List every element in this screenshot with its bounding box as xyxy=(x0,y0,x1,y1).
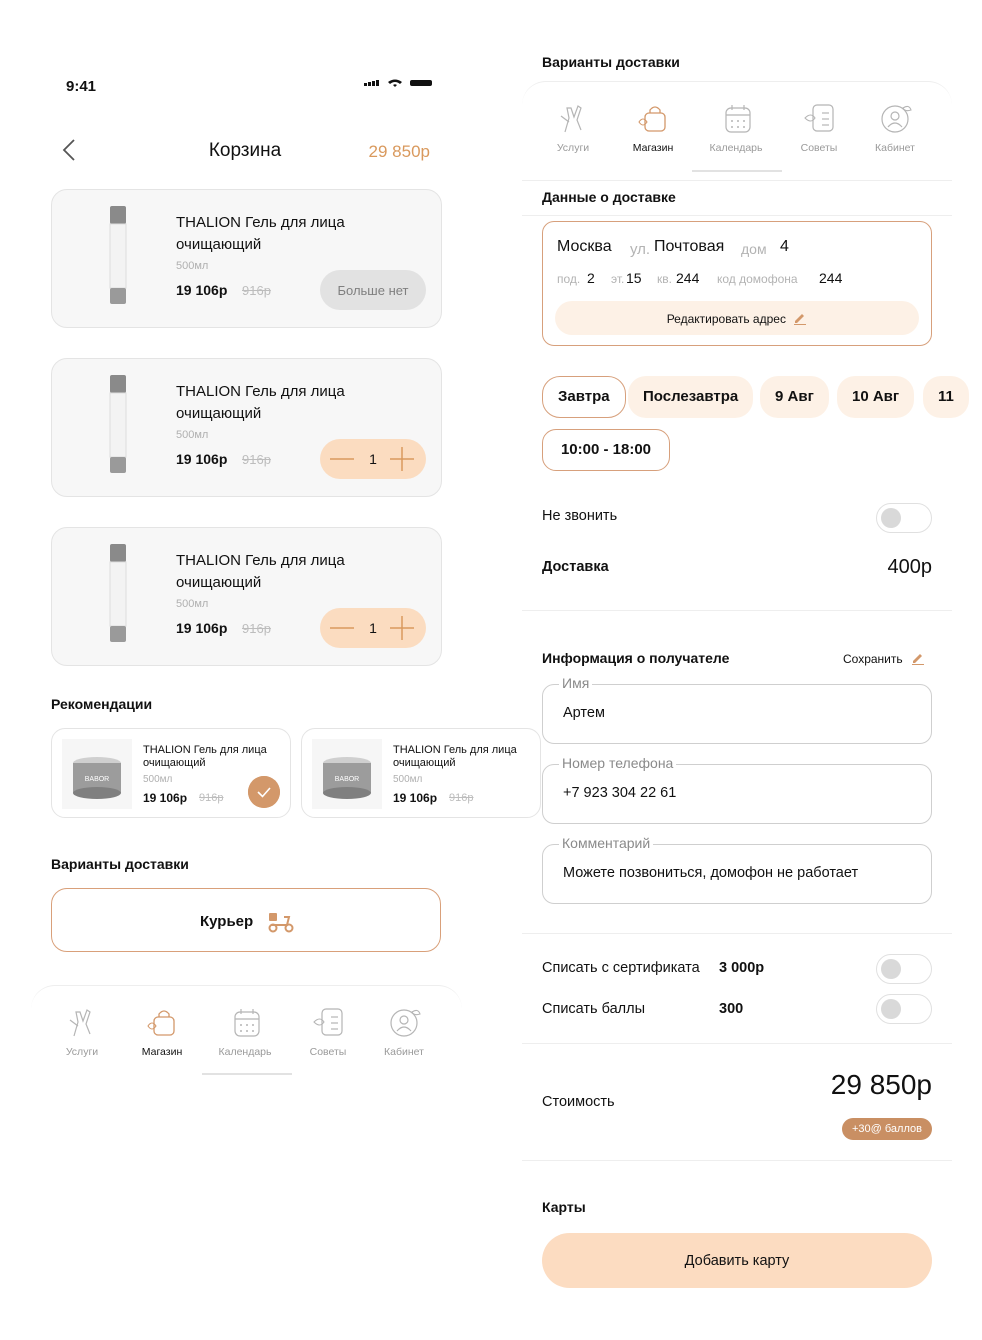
rec-product-old-price: 916р xyxy=(199,792,224,804)
courier-option-button[interactable] xyxy=(51,888,441,952)
tab-profile[interactable] xyxy=(858,100,932,154)
cart-item xyxy=(51,358,442,497)
rec-product-old-price: 916р xyxy=(449,792,474,804)
field-label: Имя xyxy=(559,675,592,691)
delivery-price: 400р xyxy=(887,556,932,578)
dont-call-toggle[interactable] xyxy=(876,503,932,533)
tab-label: Магазин xyxy=(141,1046,183,1058)
cost-value: 29 850р xyxy=(830,1069,932,1100)
plus-icon[interactable] xyxy=(390,616,414,640)
scooter-icon xyxy=(267,909,295,933)
tab-label: Кабинет xyxy=(875,142,915,154)
address-apt: 244 xyxy=(676,270,700,286)
toggle-knob xyxy=(881,508,901,528)
bonus-badge: +30@ баллов xyxy=(842,1118,932,1140)
address-city: Москва xyxy=(557,238,612,255)
dont-call-label: Не звонить xyxy=(542,508,618,524)
delivery-options-title: Варианты доставки xyxy=(542,54,680,70)
quantity-value: 1 xyxy=(369,451,377,467)
product-volume: 500мл xyxy=(176,429,209,441)
field-value: Артем xyxy=(563,705,605,721)
rec-product-volume: 500мл xyxy=(143,774,173,785)
tab-services[interactable] xyxy=(536,100,610,154)
recommendations-title: Рекомендации xyxy=(51,696,153,712)
divider xyxy=(522,933,952,934)
tab-tips[interactable] xyxy=(291,1004,365,1058)
rec-product-price: 19 106р xyxy=(143,791,188,805)
active-tab-indicator xyxy=(692,170,782,172)
hand-icon xyxy=(555,100,591,136)
date-chip-aug-11[interactable]: 11 xyxy=(923,376,969,418)
pencil-icon xyxy=(911,651,925,665)
product-tube-image xyxy=(108,375,128,473)
delivery-data-title: Данные о доставке xyxy=(542,189,676,205)
product-name: THALION Гель для лица очищающий xyxy=(176,383,345,422)
bag-icon xyxy=(635,100,671,136)
cart-item xyxy=(51,527,442,666)
points-label: Списать баллы xyxy=(542,1001,646,1017)
recipient-title: Информация о получателе xyxy=(542,650,730,666)
wifi-icon xyxy=(388,80,402,88)
address-entrance: 2 xyxy=(587,270,595,286)
hand-icon xyxy=(64,1004,100,1040)
product-volume: 500мл xyxy=(176,598,209,610)
brand-logo: BABOR xyxy=(334,776,360,783)
tab-profile[interactable] xyxy=(367,1004,441,1058)
tab-shop[interactable] xyxy=(125,1004,199,1058)
street-label: ул. xyxy=(630,241,651,258)
recommendation-card[interactable] xyxy=(301,728,541,818)
cards-title: Карты xyxy=(542,1199,586,1215)
tab-shop[interactable] xyxy=(616,100,690,154)
apt-label: кв. xyxy=(657,272,672,286)
field-value: +7 923 304 22 61 xyxy=(563,785,677,801)
divider xyxy=(522,215,952,216)
product-tube-image xyxy=(108,544,128,642)
edit-address-button[interactable] xyxy=(555,301,919,335)
cart-total: 29 850р xyxy=(368,142,430,161)
tips-icon xyxy=(310,1004,346,1040)
product-volume: 500мл xyxy=(176,260,209,272)
time-slot-chip[interactable]: 10:00 - 18:00 xyxy=(542,429,670,471)
product-name: THALION Гель для лица очищающий xyxy=(176,214,345,253)
rec-product-name: THALION Гель для лица очищающий xyxy=(143,744,267,769)
cart-item xyxy=(51,189,442,328)
tab-label: Услуги xyxy=(65,1046,99,1058)
bottom-tab-bar xyxy=(31,985,462,1075)
field-label: Номер телефона xyxy=(559,755,676,771)
tab-label: Календарь xyxy=(218,1046,272,1058)
comment-field[interactable] xyxy=(542,835,932,904)
name-field[interactable] xyxy=(542,675,932,744)
calendar-icon xyxy=(227,1004,263,1040)
page-title: Корзина xyxy=(208,140,282,161)
courier-label: Курьер xyxy=(200,913,254,930)
address-house: 4 xyxy=(780,238,789,255)
delivery-options-title: Варианты доставки xyxy=(51,856,189,872)
minus-icon[interactable] xyxy=(330,618,354,638)
plus-icon[interactable] xyxy=(390,447,414,471)
delivery-label: Доставка xyxy=(542,559,609,575)
quantity-stepper xyxy=(320,439,426,479)
divider xyxy=(522,610,952,611)
phone-field[interactable] xyxy=(542,755,932,824)
tab-label: Услуги xyxy=(556,142,590,154)
toggle-knob xyxy=(881,999,901,1019)
points-value: 300 xyxy=(719,1001,744,1017)
cost-label: Стоимость xyxy=(542,1094,615,1110)
check-icon[interactable] xyxy=(248,776,280,808)
add-card-button[interactable]: Добавить карту xyxy=(542,1233,932,1288)
product-jar-image xyxy=(62,739,132,809)
entrance-label: под. xyxy=(557,272,581,286)
product-price: 19 106р xyxy=(176,620,228,636)
house-label: дом xyxy=(741,241,767,257)
tab-label: Советы xyxy=(309,1046,347,1058)
address-intercom: 244 xyxy=(819,270,843,286)
certificate-value: 3 000р xyxy=(719,960,765,976)
back-button[interactable] xyxy=(58,138,82,162)
save-label: Сохранить xyxy=(843,652,903,666)
tab-services[interactable] xyxy=(45,1004,119,1058)
product-price: 19 106р xyxy=(176,282,228,298)
delivery-tab-bar xyxy=(522,81,952,181)
address-floor: 15 xyxy=(626,270,642,286)
product-old-price: 916р xyxy=(242,452,271,467)
date-chip-aug-9[interactable]: 9 Авг xyxy=(760,376,829,418)
field-value: Можете позвониться, домофон не работает xyxy=(563,865,859,881)
quantity-stepper xyxy=(320,608,426,648)
certificate-toggle[interactable] xyxy=(876,954,932,984)
status-icons xyxy=(364,76,434,88)
tab-label: Советы xyxy=(800,142,838,154)
date-chip-day-after[interactable]: Послезавтра xyxy=(628,376,753,418)
product-old-price: 916р xyxy=(242,283,271,298)
quantity-value: 1 xyxy=(369,620,377,636)
certificate-label: Списать с сертификата xyxy=(542,960,700,976)
points-toggle[interactable] xyxy=(876,994,932,1024)
signal-icon xyxy=(364,80,379,86)
field-label: Комментарий xyxy=(559,835,653,851)
battery-icon xyxy=(410,80,432,86)
divider xyxy=(522,1160,952,1161)
out-of-stock-button[interactable]: Больше нет xyxy=(320,270,426,310)
tab-tips[interactable] xyxy=(782,100,856,154)
tips-icon xyxy=(801,100,837,136)
product-jar-image xyxy=(312,739,382,809)
address-street: Почтовая xyxy=(654,238,725,255)
calendar-icon xyxy=(718,100,754,136)
active-tab-indicator xyxy=(202,1073,292,1075)
minus-icon[interactable] xyxy=(330,449,354,469)
date-chip-tomorrow[interactable]: Завтра xyxy=(542,376,626,418)
recommendation-card[interactable] xyxy=(51,728,291,818)
product-tube-image xyxy=(108,206,128,304)
intercom-label: код домофона xyxy=(717,272,798,286)
product-old-price: 916р xyxy=(242,621,271,636)
profile-icon xyxy=(386,1004,422,1040)
date-chip-aug-10[interactable]: 10 Авг xyxy=(837,376,914,418)
brand-logo: BABOR xyxy=(84,776,110,783)
divider xyxy=(522,1043,952,1044)
profile-icon xyxy=(877,100,913,136)
product-price: 19 106р xyxy=(176,451,228,467)
bag-icon xyxy=(144,1004,180,1040)
rec-product-volume: 500мл xyxy=(393,774,423,785)
edit-address-label: Редактировать адрес xyxy=(666,311,786,326)
address-card xyxy=(542,221,932,346)
rec-product-name: THALION Гель для лица очищающий xyxy=(393,744,517,769)
tab-label: Магазин xyxy=(632,142,674,154)
tab-calendar[interactable] xyxy=(699,100,773,154)
save-button[interactable] xyxy=(843,650,925,668)
rec-product-price: 19 106р xyxy=(393,791,438,805)
tab-calendar[interactable] xyxy=(208,1004,282,1058)
status-time: 9:41 xyxy=(66,78,97,95)
tab-label: Кабинет xyxy=(384,1046,424,1058)
toggle-knob xyxy=(881,959,901,979)
tab-label: Календарь xyxy=(709,142,763,154)
product-name: THALION Гель для лица очищающий xyxy=(176,552,345,591)
floor-label: эт. xyxy=(611,272,625,286)
pencil-icon xyxy=(793,311,807,325)
recommendations-carousel xyxy=(51,728,517,820)
